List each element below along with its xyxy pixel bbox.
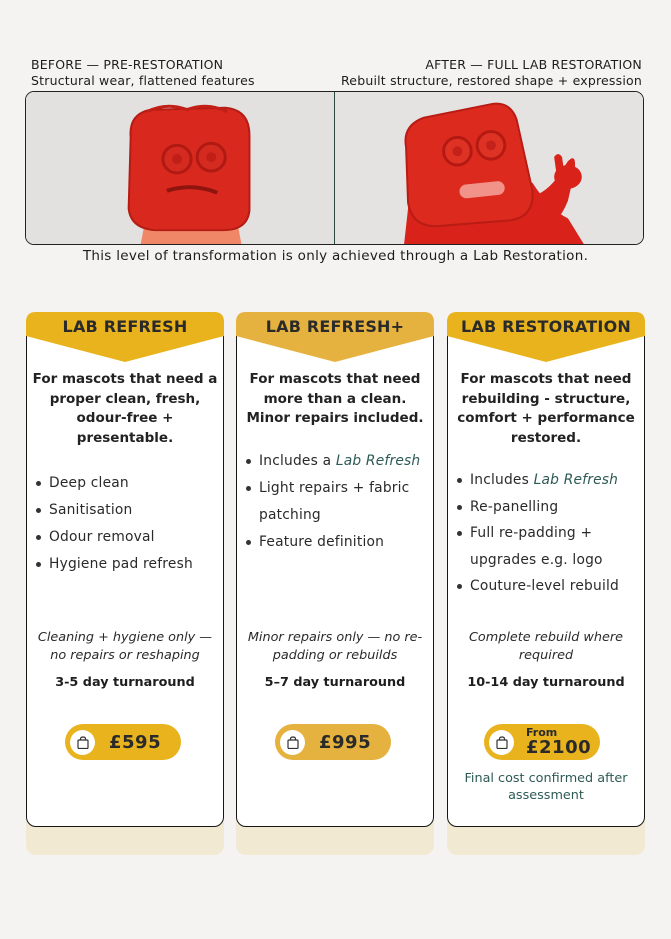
price-value: £595 [109, 731, 162, 753]
feature-emphasis: Lab Refresh [335, 453, 421, 469]
scope-note: Minor repairs only — no re-padding or rebuilds [247, 630, 423, 663]
price-button-lab-restoration[interactable] [484, 724, 600, 760]
feature-item: Deep clean [30, 470, 220, 497]
before-after-photo-frame [25, 91, 644, 245]
card-description: For mascots that need more than a clean. Minor repairs included. [246, 371, 424, 426]
shopping-bag-icon [70, 730, 95, 755]
feature-item: Feature definition [240, 529, 430, 556]
turnaround-text: 3-5 day turnaround [55, 675, 195, 690]
feature-item: Re-panelling [451, 494, 641, 521]
card-banner [26, 312, 224, 364]
feature-item: Light repairs + fabric patching [240, 475, 430, 529]
price-value: £2100 [526, 737, 592, 758]
card-banner [447, 312, 645, 364]
after-heading [341, 57, 642, 89]
card-description: For mascots that need a proper clean, fresh, odour-free + presentable. [32, 371, 218, 446]
package-card-lab-restoration [447, 312, 645, 855]
package-card-lab-refresh-plus [236, 312, 434, 855]
feature-prefix: Includes a [259, 453, 336, 469]
shopping-bag-icon [280, 730, 305, 755]
feature-item: Full re-padding + upgrades e.g. logo [451, 520, 641, 573]
card-description: For mascots that need rebuilding - structure, comfort + performance restored. [457, 371, 635, 446]
price-stack [526, 727, 591, 757]
feature-item-includes [240, 448, 430, 475]
package-card-lab-refresh [26, 312, 224, 855]
transformation-caption: This level of transformation is only achieved through a Lab Restoration. [82, 248, 589, 264]
shopping-bag-icon [489, 730, 514, 755]
final-cost-note: Final cost confirmed after assessment [464, 771, 628, 803]
before-subtitle: Structural wear, flattened features [31, 73, 255, 88]
after-photo [335, 92, 643, 244]
feature-list [30, 470, 220, 578]
feature-list [240, 448, 430, 556]
scope-note: Cleaning + hygiene only — no repairs or reshaping [37, 630, 213, 663]
feature-item-includes [451, 467, 641, 494]
after-title: AFTER — FULL LAB RESTORATION [425, 57, 642, 72]
price-value: £995 [319, 731, 372, 753]
price-button-lab-refresh[interactable] [65, 724, 181, 760]
card-title: LAB REFRESH+ [265, 317, 405, 336]
price-from-label: From [526, 726, 558, 739]
before-title: BEFORE — PRE-RESTORATION [31, 57, 224, 72]
card-title: LAB REFRESH [62, 317, 188, 336]
feature-item: Couture-level rebuild [451, 573, 641, 600]
card-title: LAB RESTORATION [461, 317, 631, 336]
feature-item: Sanitisation [30, 497, 220, 524]
feature-emphasis: Lab Refresh [533, 472, 619, 488]
price-button-lab-refresh-plus[interactable] [275, 724, 391, 760]
before-heading [31, 57, 255, 89]
feature-list [451, 467, 641, 600]
feature-item: Hygiene pad refresh [30, 551, 220, 578]
scope-note: Complete rebuild where required [469, 630, 623, 663]
before-photo [26, 92, 335, 244]
feature-item: Odour removal [30, 524, 220, 551]
turnaround-text: 10-14 day turnaround [467, 675, 625, 690]
turnaround-text: 5–7 day turnaround [264, 675, 406, 690]
after-subtitle: Rebuilt structure, restored shape + expression [340, 73, 642, 88]
feature-prefix: Includes [470, 472, 534, 488]
card-banner [236, 312, 434, 364]
